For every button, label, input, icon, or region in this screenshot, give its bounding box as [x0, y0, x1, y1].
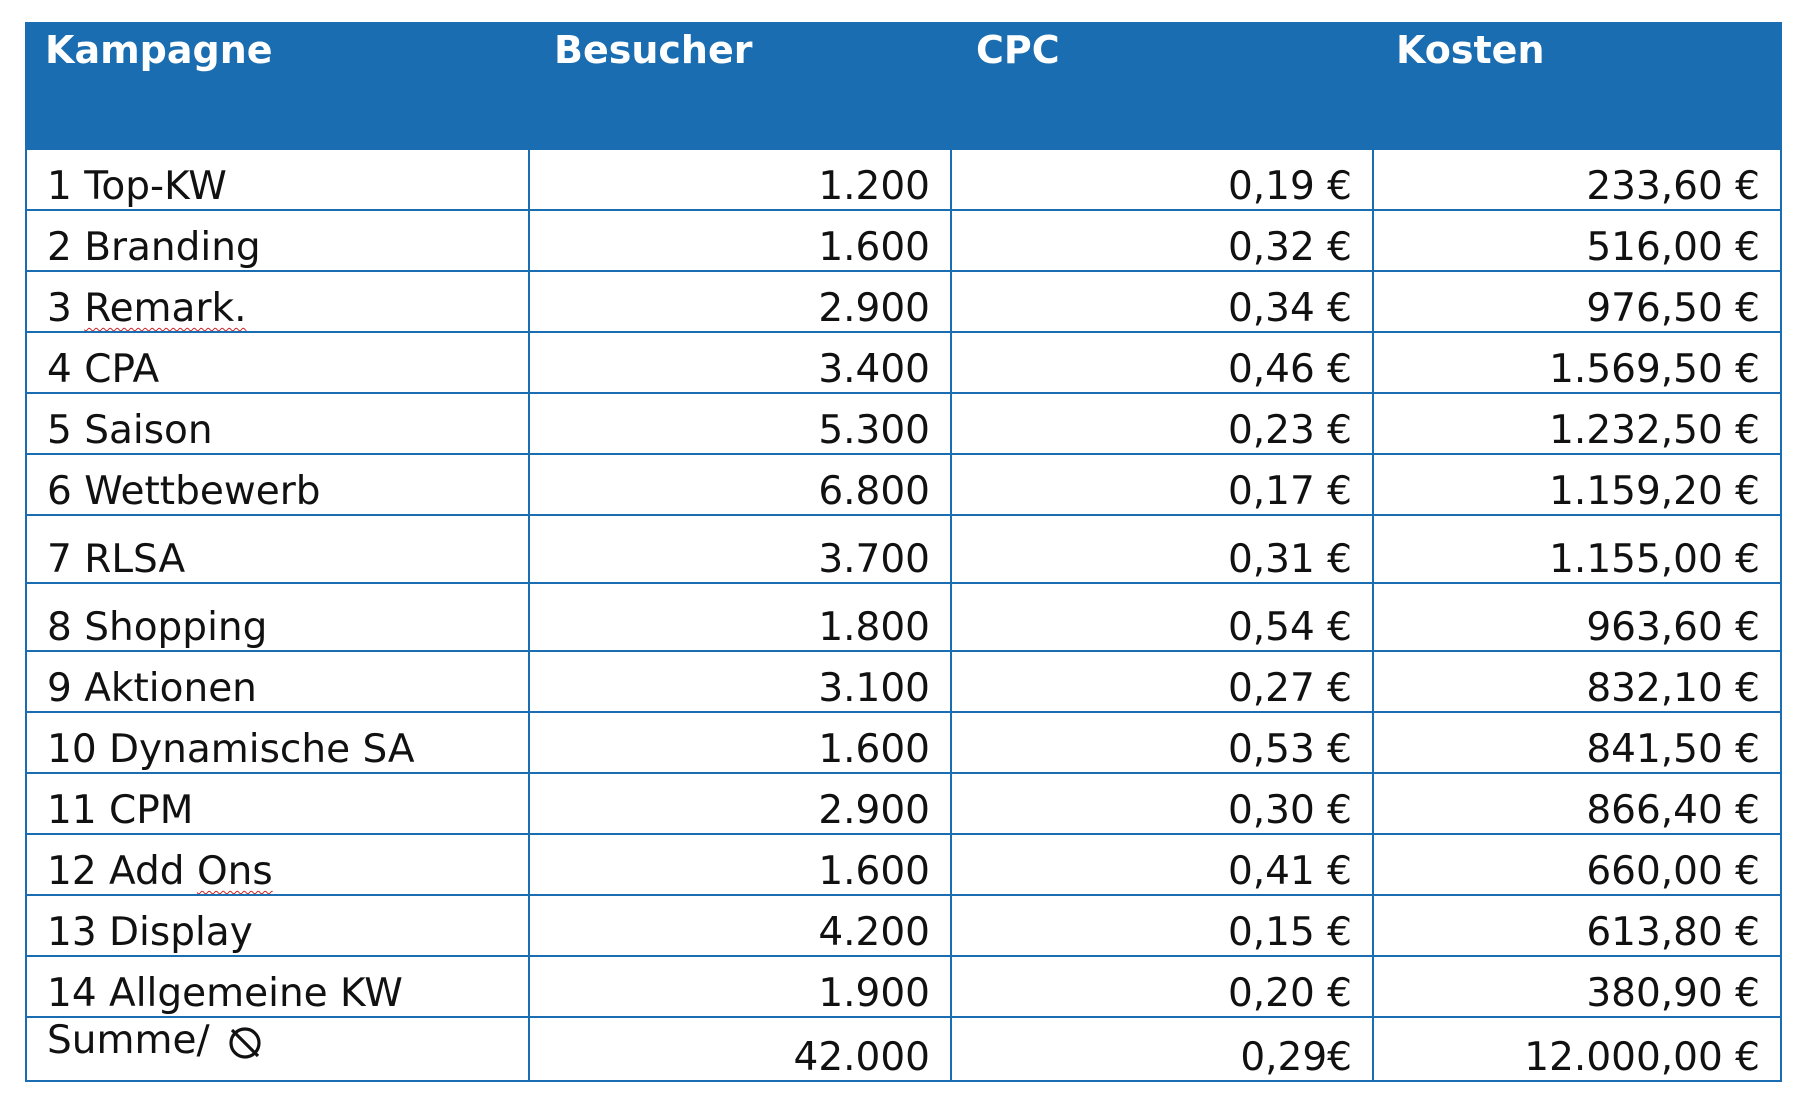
cpc-cell: 0,20 €: [951, 956, 1373, 1017]
campaign-name-cell: [26, 834, 529, 895]
campaign-name-cell: [26, 332, 529, 393]
table-row: [26, 454, 1781, 515]
kosten-cell: 832,10 €: [1373, 651, 1781, 712]
kosten-cell: 1.159,20 €: [1373, 454, 1781, 515]
kosten-cell: 660,00 €: [1373, 834, 1781, 895]
besucher-cell: 1.600: [529, 834, 951, 895]
campaign-name-spellcheck: Ons: [196, 849, 273, 895]
table-row: [26, 393, 1781, 454]
campaign-name-cell: [26, 515, 529, 583]
header-kampagne: Kampagne: [26, 23, 529, 149]
kosten-cell: 233,60 €: [1373, 149, 1781, 210]
table-row: [26, 712, 1781, 773]
campaign-name-cell: [26, 651, 529, 712]
campaign-prefix: 12 Add: [47, 849, 197, 895]
campaign-name-cell: [26, 712, 529, 773]
kosten-cell: 1.569,50 €: [1373, 332, 1781, 393]
campaign-prefix: 6: [47, 469, 85, 515]
campaign-table: [25, 22, 1782, 1082]
campaign-prefix: 14: [47, 971, 110, 1017]
summary-row: [26, 1017, 1781, 1081]
besucher-cell: 1.200: [529, 149, 951, 210]
table-row: [26, 773, 1781, 834]
campaign-prefix: 7: [47, 537, 85, 583]
besucher-cell: 5.300: [529, 393, 951, 454]
besucher-cell: 3.400: [529, 332, 951, 393]
kosten-cell: 866,40 €: [1373, 773, 1781, 834]
cpc-cell: 0,34 €: [951, 271, 1373, 332]
campaign-name: Wettbewerb: [84, 469, 321, 515]
kosten-cell: 963,60 €: [1373, 583, 1781, 651]
besucher-cell: 2.900: [529, 271, 951, 332]
campaign-name: Branding: [84, 225, 261, 271]
table-row: [26, 651, 1781, 712]
cpc-cell: 0,23 €: [951, 393, 1373, 454]
cpc-cell: 0,31 €: [951, 515, 1373, 583]
header-kosten: Kosten: [1373, 23, 1781, 149]
summary-besucher-cell: 42.000: [529, 1017, 951, 1081]
besucher-cell: 1.600: [529, 712, 951, 773]
table-row: [26, 583, 1781, 651]
kosten-cell: 1.155,00 €: [1373, 515, 1781, 583]
campaign-prefix: 10: [47, 727, 110, 773]
cpc-cell: 0,54 €: [951, 583, 1373, 651]
kosten-cell: 516,00 €: [1373, 210, 1781, 271]
besucher-cell: 3.100: [529, 651, 951, 712]
besucher-cell: 3.700: [529, 515, 951, 583]
besucher-cell: 1.600: [529, 210, 951, 271]
kosten-cell: 613,80 €: [1373, 895, 1781, 956]
campaign-name: RLSA: [84, 537, 186, 583]
campaign-name: Dynamische SA: [109, 727, 415, 773]
besucher-cell: 1.900: [529, 956, 951, 1017]
campaign-prefix: 1: [47, 164, 85, 210]
summary-label: Summe/: [47, 1018, 222, 1063]
cpc-cell: 0,19 €: [951, 149, 1373, 210]
campaign-prefix: 4: [47, 347, 85, 393]
table-row: [26, 895, 1781, 956]
cpc-cell: 0,27 €: [951, 651, 1373, 712]
besucher-cell: 4.200: [529, 895, 951, 956]
table-row: [26, 271, 1781, 332]
campaign-name-cell: [26, 210, 529, 271]
campaign-name-cell: [26, 773, 529, 834]
campaign-name: CPM: [109, 788, 194, 834]
campaign-name-spellcheck: Remark.: [84, 286, 247, 332]
campaign-prefix: 2: [47, 225, 85, 271]
campaign-name-cell: [26, 393, 529, 454]
campaign-prefix: 13: [47, 910, 110, 956]
campaign-name-cell: [26, 149, 529, 210]
kosten-cell: 1.232,50 €: [1373, 393, 1781, 454]
header-cpc: CPC: [951, 23, 1373, 149]
campaign-name: Display: [109, 910, 253, 956]
campaign-name-cell: [26, 271, 529, 332]
table-header: [26, 23, 1781, 149]
campaign-name: Aktionen: [84, 666, 257, 712]
summary-cpc-cell: 0,29€: [951, 1017, 1373, 1081]
campaign-name: Shopping: [84, 605, 268, 651]
besucher-cell: 2.900: [529, 773, 951, 834]
campaign-name: Allgemeine KW: [109, 971, 403, 1017]
cpc-cell: 0,41 €: [951, 834, 1373, 895]
header-row: [26, 23, 1781, 149]
besucher-cell: 1.800: [529, 583, 951, 651]
campaign-prefix: 11: [47, 788, 110, 834]
table-row: [26, 332, 1781, 393]
kosten-cell: 976,50 €: [1373, 271, 1781, 332]
besucher-cell: 6.800: [529, 454, 951, 515]
header-besucher: Besucher: [529, 23, 951, 149]
campaign-name: CPA: [84, 347, 160, 393]
table-row: [26, 834, 1781, 895]
campaign-prefix: 3: [47, 286, 85, 332]
average-diameter-icon: [226, 1024, 264, 1062]
summary-kosten-cell: 12.000,00 €: [1373, 1017, 1781, 1081]
campaign-name-cell: [26, 956, 529, 1017]
campaign-name-cell: [26, 454, 529, 515]
table-row: [26, 956, 1781, 1017]
summary-label-cell: [26, 1017, 529, 1081]
cpc-cell: 0,32 €: [951, 210, 1373, 271]
campaign-name: Saison: [84, 408, 213, 454]
table-body: [26, 149, 1781, 1081]
cpc-cell: 0,53 €: [951, 712, 1373, 773]
table-row: [26, 515, 1781, 583]
campaign-prefix: 5: [47, 408, 85, 454]
cpc-cell: 0,17 €: [951, 454, 1373, 515]
kosten-cell: 380,90 €: [1373, 956, 1781, 1017]
table-row: [26, 149, 1781, 210]
campaign-name-cell: [26, 895, 529, 956]
kosten-cell: 841,50 €: [1373, 712, 1781, 773]
campaign-name: Top-KW: [84, 164, 227, 210]
cpc-cell: 0,15 €: [951, 895, 1373, 956]
table-row: [26, 210, 1781, 271]
campaign-prefix: 8: [47, 605, 85, 651]
cpc-cell: 0,30 €: [951, 773, 1373, 834]
campaign-name-cell: [26, 583, 529, 651]
cpc-cell: 0,46 €: [951, 332, 1373, 393]
campaign-prefix: 9: [47, 666, 85, 712]
